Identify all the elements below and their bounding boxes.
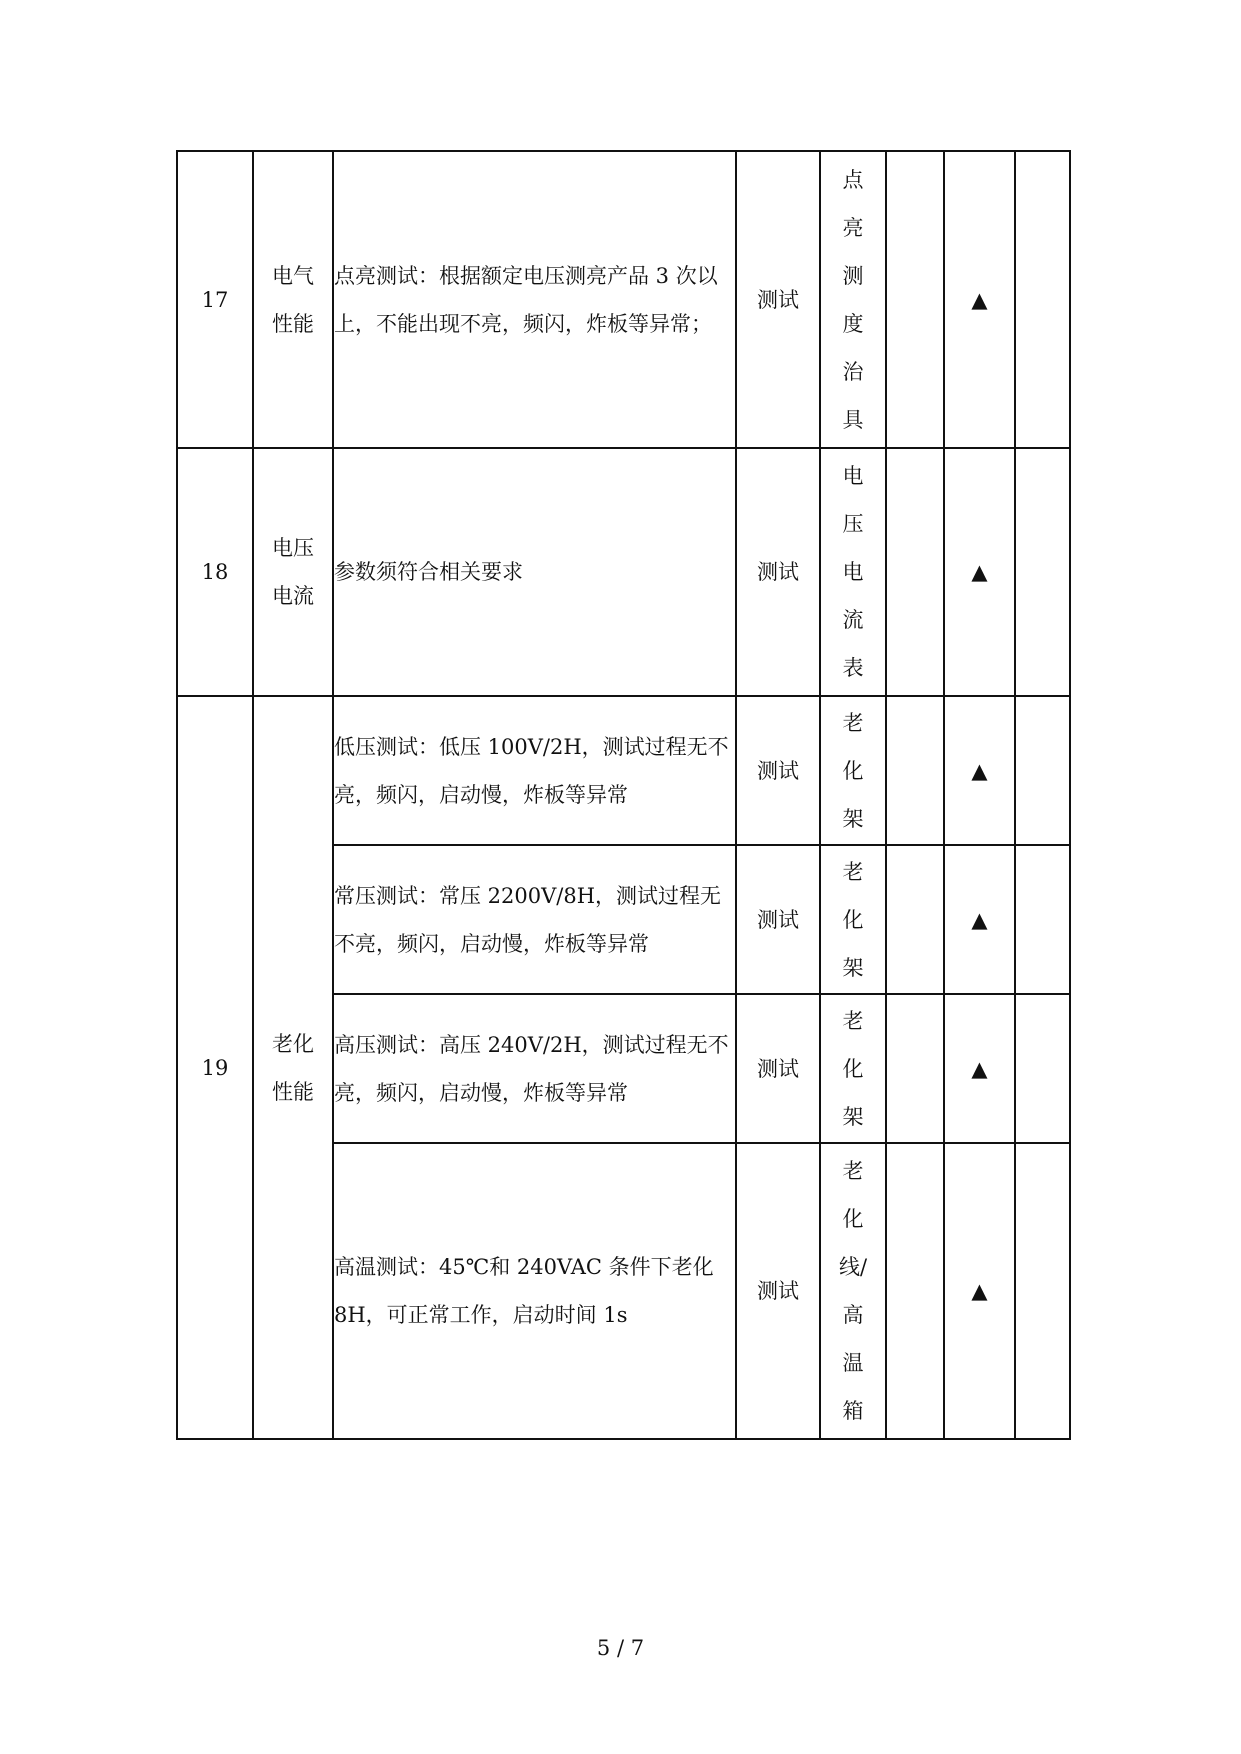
equipment-char: 化 bbox=[842, 907, 864, 932]
triangle-mark-icon: ▲ bbox=[944, 448, 1015, 696]
item-number: 19 bbox=[177, 696, 253, 1439]
test-method: 测试 bbox=[736, 696, 820, 845]
item-name-line: 电气 bbox=[272, 263, 314, 288]
equipment-char: 老 bbox=[842, 859, 864, 884]
table-row bbox=[177, 448, 1070, 696]
equipment-char: 高 bbox=[842, 1303, 864, 1327]
equipment-char: 老 bbox=[842, 1159, 864, 1183]
triangle-mark-icon: ▲ bbox=[944, 696, 1015, 845]
page-number: 5 / 7 bbox=[596, 1636, 645, 1660]
equipment-char: 架 bbox=[842, 806, 864, 831]
empty-cell bbox=[886, 151, 944, 448]
test-equipment bbox=[820, 994, 886, 1143]
triangle-mark-icon: ▲ bbox=[944, 1143, 1015, 1439]
test-equipment bbox=[820, 845, 886, 994]
item-name bbox=[253, 448, 333, 696]
test-method: 测试 bbox=[736, 1143, 820, 1439]
table-row bbox=[177, 696, 1070, 845]
test-method: 测试 bbox=[736, 151, 820, 448]
empty-cell bbox=[1015, 151, 1070, 448]
item-name-line: 电流 bbox=[272, 584, 314, 608]
inspection-table bbox=[176, 150, 1071, 1440]
test-method: 测试 bbox=[736, 448, 820, 696]
equipment-char: 表 bbox=[842, 656, 864, 680]
empty-cell bbox=[886, 845, 944, 994]
equipment-char: 亮 bbox=[842, 215, 864, 240]
triangle-mark-icon: ▲ bbox=[944, 994, 1015, 1143]
requirement-text: 常压测试：常压 2200V/8H，测试过程无不亮，频闪，启动慢，炸板等异常 bbox=[333, 845, 736, 994]
equipment-char: 架 bbox=[842, 955, 864, 980]
empty-cell bbox=[886, 1143, 944, 1439]
requirement-text: 点亮测试：根据额定电压测亮产品 3 次以上，不能出现不亮，频闪，炸板等异常； bbox=[333, 151, 736, 448]
test-method: 测试 bbox=[736, 845, 820, 994]
empty-cell bbox=[1015, 1143, 1070, 1439]
equipment-char: 温 bbox=[842, 1351, 864, 1375]
requirement-text: 高温测试：45℃和 240VAC 条件下老化 8H，可正常工作，启动时间 1s bbox=[333, 1143, 736, 1439]
test-equipment bbox=[820, 151, 886, 448]
equipment-char: 压 bbox=[842, 512, 864, 536]
empty-cell bbox=[886, 994, 944, 1143]
empty-cell bbox=[1015, 845, 1070, 994]
requirement-text: 低压测试：低压 100V/2H，测试过程无不亮，频闪，启动慢，炸板等异常 bbox=[333, 696, 736, 845]
item-number: 18 bbox=[177, 448, 253, 696]
equipment-char: 化 bbox=[842, 758, 864, 783]
table-row bbox=[177, 151, 1070, 448]
empty-cell bbox=[886, 696, 944, 845]
empty-cell bbox=[1015, 994, 1070, 1143]
test-equipment bbox=[820, 448, 886, 696]
equipment-char: 线/ bbox=[838, 1255, 868, 1279]
equipment-char: 化 bbox=[842, 1056, 864, 1081]
equipment-char: 流 bbox=[842, 608, 864, 632]
empty-cell bbox=[1015, 696, 1070, 845]
item-name-line: 老化 bbox=[272, 1031, 314, 1056]
test-equipment bbox=[820, 1143, 886, 1439]
empty-cell bbox=[1015, 448, 1070, 696]
test-equipment bbox=[820, 696, 886, 845]
item-name-line: 电压 bbox=[272, 536, 314, 560]
empty-cell bbox=[886, 448, 944, 696]
equipment-char: 具 bbox=[842, 407, 864, 432]
equipment-char: 化 bbox=[842, 1207, 864, 1231]
equipment-char: 老 bbox=[842, 1008, 864, 1033]
item-name bbox=[253, 696, 333, 1439]
test-method: 测试 bbox=[736, 994, 820, 1143]
item-name-line: 性能 bbox=[272, 311, 314, 336]
equipment-char: 老 bbox=[842, 710, 864, 735]
equipment-char: 测 bbox=[842, 263, 864, 288]
item-number: 17 bbox=[177, 151, 253, 448]
equipment-char: 点 bbox=[842, 167, 864, 192]
equipment-char: 箱 bbox=[842, 1399, 864, 1423]
requirement-text: 参数须符合相关要求 bbox=[333, 448, 736, 696]
triangle-mark-icon: ▲ bbox=[944, 845, 1015, 994]
equipment-char: 架 bbox=[842, 1104, 864, 1129]
item-name bbox=[253, 151, 333, 448]
equipment-char: 度 bbox=[842, 311, 864, 336]
item-name-line: 性能 bbox=[272, 1079, 314, 1104]
triangle-mark-icon: ▲ bbox=[944, 151, 1015, 448]
equipment-char: 治 bbox=[842, 359, 864, 384]
requirement-text: 高压测试：高压 240V/2H，测试过程无不亮，频闪，启动慢，炸板等异常 bbox=[333, 994, 736, 1143]
equipment-char: 电 bbox=[842, 464, 864, 488]
equipment-char: 电 bbox=[842, 560, 864, 584]
